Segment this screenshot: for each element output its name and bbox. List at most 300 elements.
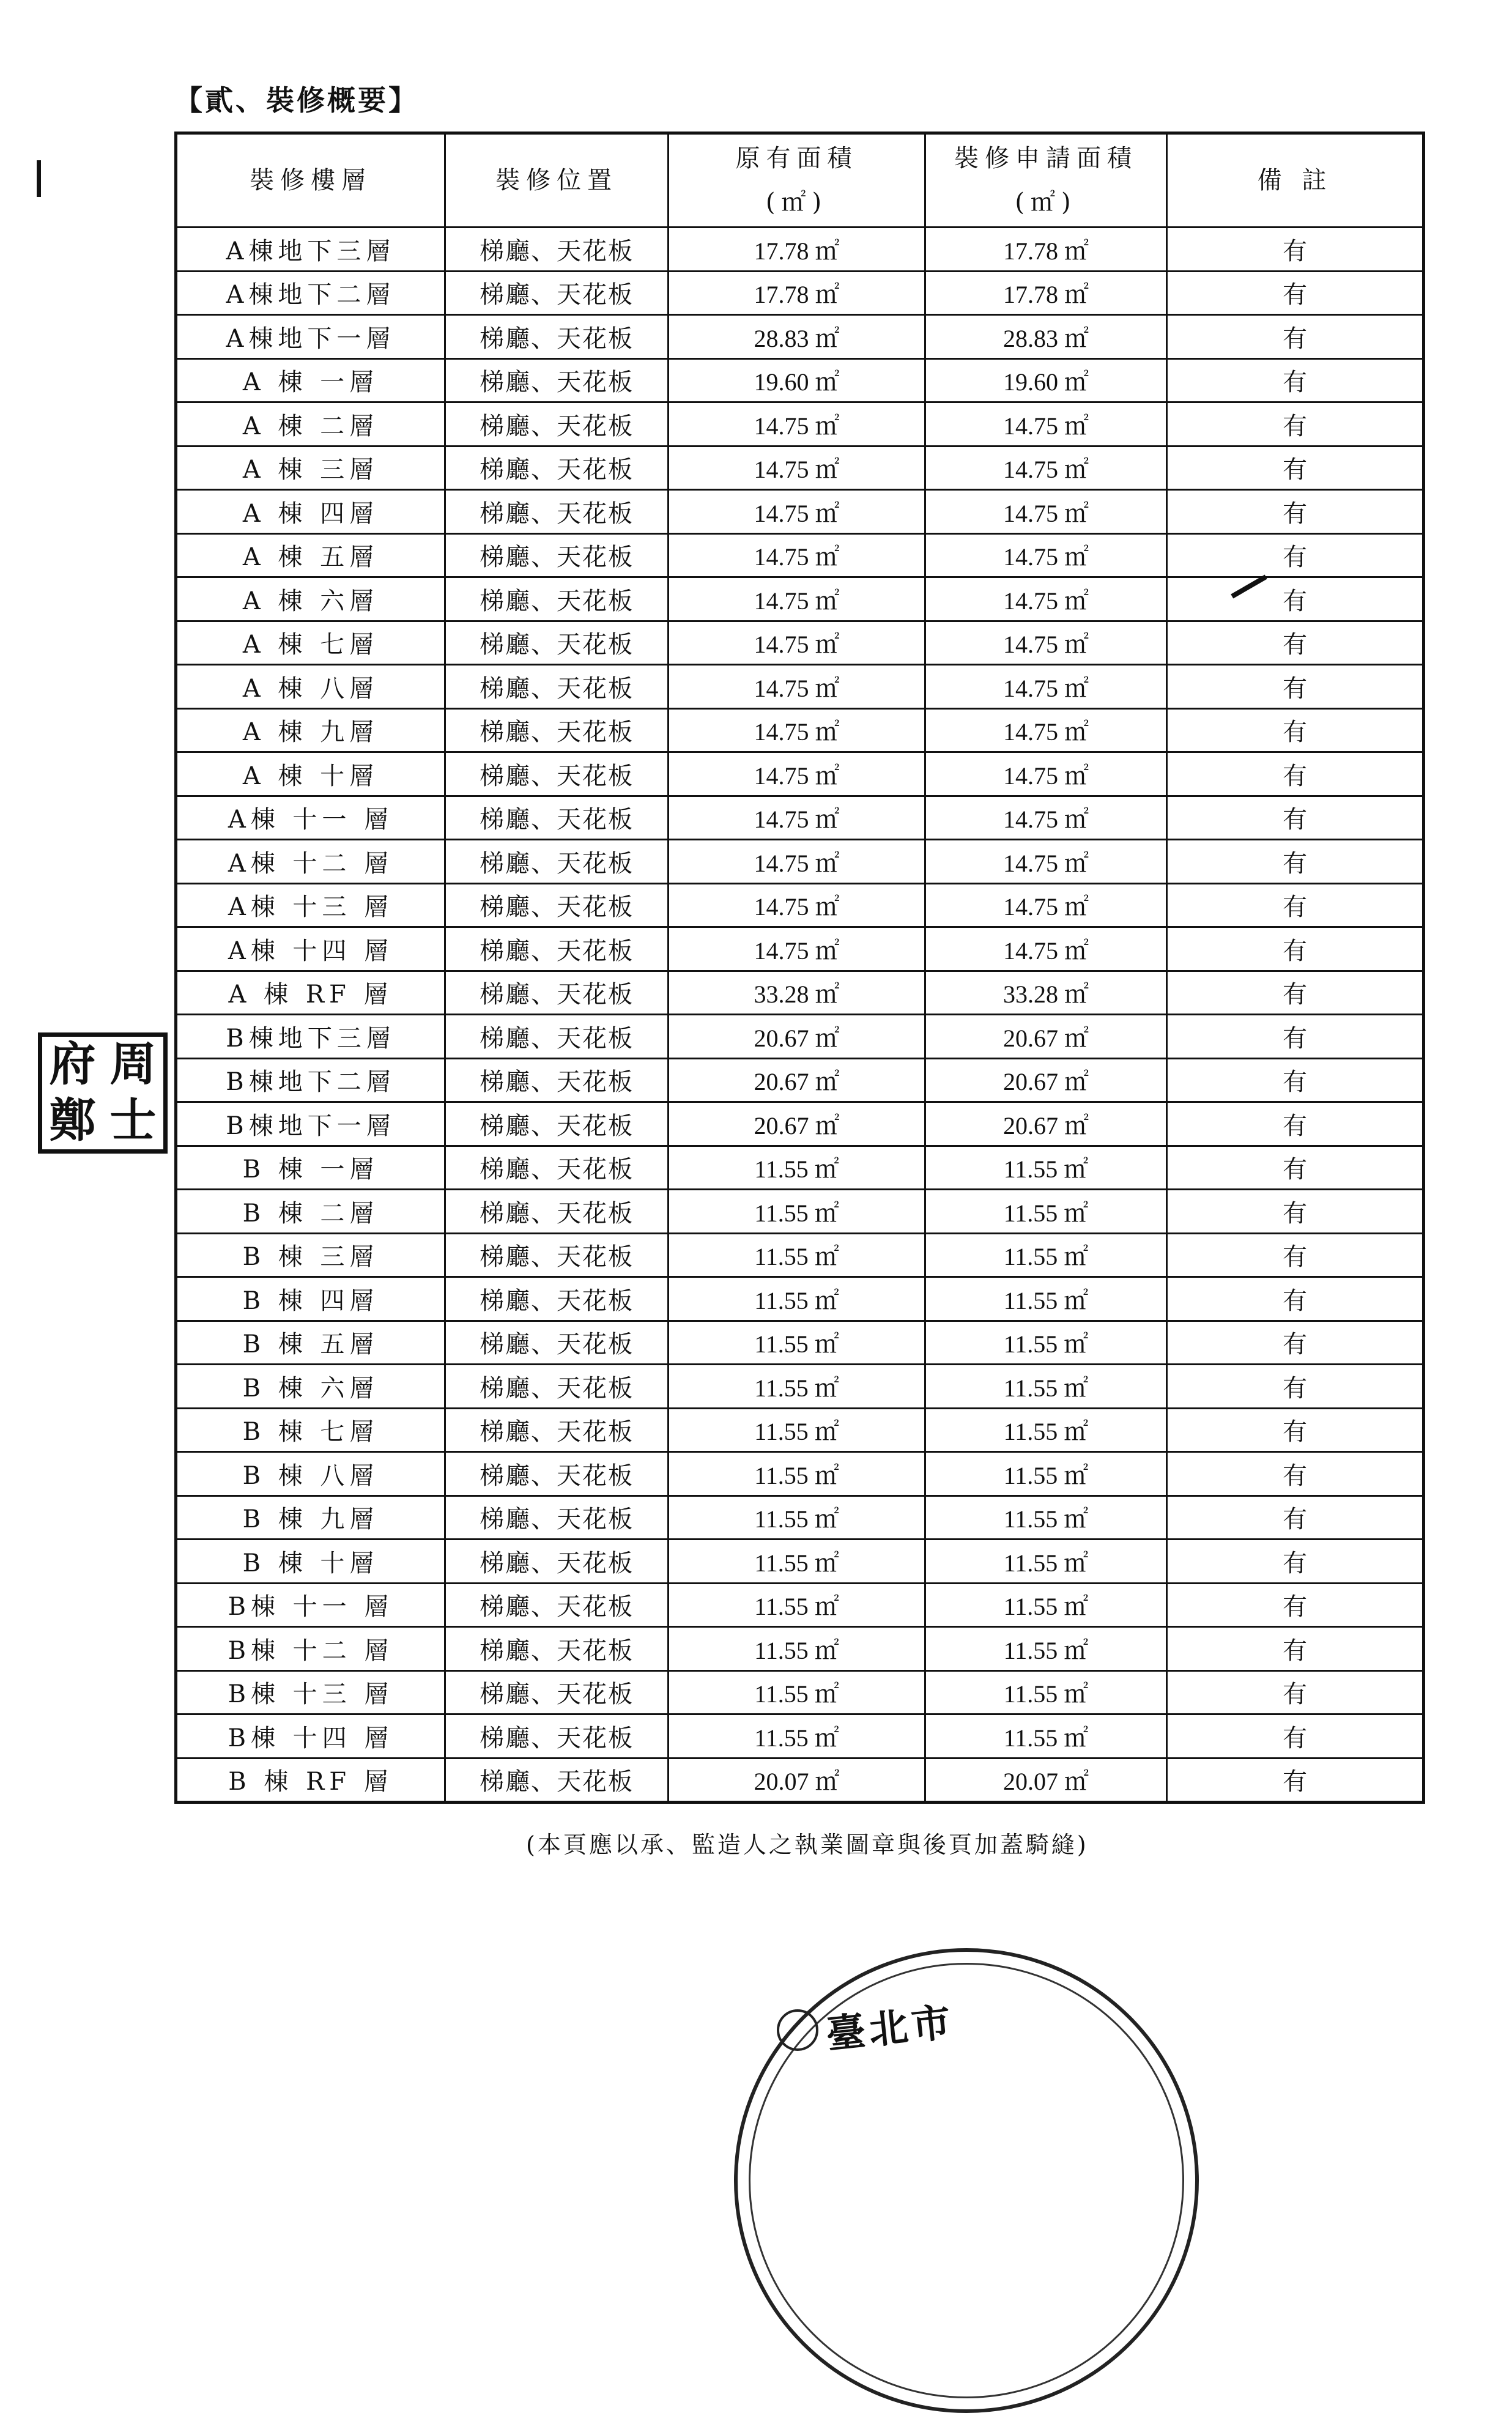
applied-area-value: 20.67 (1003, 1068, 1058, 1096)
area-unit: ㎡ (1064, 1461, 1089, 1489)
area-unit: ㎡ (1064, 324, 1089, 352)
table-row (176, 883, 1424, 927)
applied-area-value: 17.78 (1003, 237, 1058, 265)
applied-area-value: 11.55 (1003, 1593, 1058, 1621)
area-unit: ㎡ (814, 1330, 839, 1358)
area-unit: ㎡ (1064, 1680, 1089, 1708)
area-unit: ㎡ (1064, 1593, 1089, 1621)
floor-cell: A 棟 七層 (176, 621, 445, 665)
table-row (176, 1015, 1424, 1059)
remark-cell: 有 (1167, 708, 1424, 752)
original-area-value: 14.75 (754, 412, 809, 440)
floor-cell: A棟 十一 層 (176, 796, 445, 840)
original-area-cell (669, 1058, 925, 1102)
applied-area-value: 14.75 (1003, 499, 1058, 527)
renovation-summary-table (174, 132, 1425, 1804)
remark-cell: 有 (1167, 490, 1424, 534)
position-cell: 梯廳、天花板 (445, 490, 669, 534)
area-unit: ㎡ (815, 893, 840, 921)
table-row (176, 927, 1424, 971)
applied-area-cell (925, 490, 1167, 534)
table-row (176, 1146, 1424, 1190)
header-applied-area-label: 裝修申請面積 (954, 144, 1138, 172)
position-cell: 梯廳、天花板 (445, 840, 669, 884)
seal-char: 周 (109, 1037, 157, 1091)
area-unit: ㎡ (814, 1549, 839, 1577)
floor-cell: A棟地下二層 (176, 271, 445, 315)
original-area-cell (669, 1321, 925, 1365)
original-area-value: 11.55 (754, 1636, 809, 1664)
original-area-value: 14.75 (754, 762, 809, 790)
table-row (176, 796, 1424, 840)
floor-cell: A棟地下三層 (176, 228, 445, 272)
applied-area-value: 11.55 (1003, 1199, 1058, 1227)
remark-cell: 有 (1167, 1452, 1424, 1496)
original-area-value: 20.07 (754, 1768, 809, 1796)
original-area-value: 19.60 (754, 368, 809, 396)
original-area-value: 14.75 (754, 718, 809, 746)
floor-cell: B 棟 一層 (176, 1146, 445, 1190)
original-area-cell (669, 752, 925, 796)
applied-area-cell (925, 1058, 1167, 1102)
original-area-value: 11.55 (754, 1724, 809, 1752)
area-unit: ㎡ (814, 1243, 839, 1271)
position-cell: 梯廳、天花板 (445, 1452, 669, 1496)
remark-cell: 有 (1167, 840, 1424, 884)
area-unit: ㎡ (814, 1418, 839, 1446)
architect-seal (38, 1032, 168, 1154)
position-cell: 梯廳、天花板 (445, 1190, 669, 1234)
applied-area-value: 11.55 (1003, 1549, 1058, 1577)
table-row (176, 1452, 1424, 1496)
page-edge-mark (37, 160, 41, 197)
table-row (176, 1321, 1424, 1365)
applied-area-value: 20.67 (1003, 1111, 1058, 1140)
seal-char: 鄭 (49, 1093, 96, 1147)
original-area-cell (669, 1758, 925, 1803)
applied-area-value: 33.28 (1003, 980, 1058, 1009)
area-unit: ㎡ (815, 1111, 840, 1140)
applied-area-cell (925, 621, 1167, 665)
floor-cell: B 棟 十層 (176, 1540, 445, 1584)
table-row (176, 358, 1424, 402)
area-unit: ㎡ (1064, 718, 1089, 746)
floor-cell: B棟 十三 層 (176, 1670, 445, 1714)
floor-cell: B 棟 RF 層 (176, 1758, 445, 1803)
remark-cell: 有 (1167, 1365, 1424, 1409)
area-unit: ㎡ (815, 980, 840, 1009)
table-row (176, 1758, 1424, 1803)
applied-area-value: 14.75 (1003, 762, 1058, 790)
original-area-cell (669, 490, 925, 534)
original-area-value: 11.55 (754, 1461, 809, 1489)
original-area-value: 11.55 (754, 1418, 809, 1446)
applied-area-value: 28.83 (1003, 324, 1058, 352)
remark-cell: 有 (1167, 315, 1424, 359)
position-cell: 梯廳、天花板 (445, 315, 669, 359)
floor-cell: B 棟 六層 (176, 1365, 445, 1409)
applied-area-cell (925, 402, 1167, 447)
original-area-cell (669, 1452, 925, 1496)
original-area-cell (669, 840, 925, 884)
position-cell: 梯廳、天花板 (445, 1321, 669, 1365)
original-area-value: 14.75 (754, 806, 809, 834)
applied-area-cell (925, 1452, 1167, 1496)
position-cell: 梯廳、天花板 (445, 1714, 669, 1759)
table-row (176, 708, 1424, 752)
remark-cell: 有 (1167, 1627, 1424, 1671)
remark-cell: 有 (1167, 665, 1424, 709)
remark-cell: 有 (1167, 228, 1424, 272)
area-unit: ㎡ (815, 806, 840, 834)
position-cell: 梯廳、天花板 (445, 708, 669, 752)
applied-area-cell (925, 796, 1167, 840)
applied-area-value: 11.55 (1003, 1330, 1058, 1358)
area-unit: ㎡ (1064, 1505, 1089, 1533)
applied-area-value: 11.55 (1003, 1243, 1058, 1271)
floor-cell: B棟地下三層 (176, 1015, 445, 1059)
position-cell: 梯廳、天花板 (445, 971, 669, 1015)
area-unit: ㎡ (814, 1505, 839, 1533)
area-unit: ㎡ (1064, 543, 1089, 571)
original-area-cell (669, 533, 925, 577)
table-row (176, 271, 1424, 315)
original-area-value: 14.75 (754, 587, 809, 615)
header-floor: 裝修樓層 (176, 133, 445, 228)
header-original-area-label: 原有面積 (735, 144, 858, 172)
applied-area-value: 11.55 (1003, 1374, 1058, 1402)
header-applied-area-unit: (㎡) (1015, 188, 1077, 217)
original-area-value: 14.75 (754, 543, 809, 571)
position-cell: 梯廳、天花板 (445, 1540, 669, 1584)
table-row (176, 1540, 1424, 1584)
original-area-value: 11.55 (754, 1549, 809, 1577)
original-area-value: 11.55 (754, 1330, 809, 1358)
applied-area-cell (925, 1146, 1167, 1190)
area-unit: ㎡ (1064, 674, 1089, 702)
position-cell: 梯廳、天花板 (445, 271, 669, 315)
applied-area-cell (925, 1190, 1167, 1234)
applied-area-value: 11.55 (1003, 1636, 1058, 1664)
original-area-cell (669, 1496, 925, 1540)
floor-cell: A 棟 二層 (176, 402, 445, 447)
original-area-cell (669, 1277, 925, 1321)
applied-area-value: 11.55 (1003, 1418, 1058, 1446)
table-row (176, 1714, 1424, 1759)
original-area-cell (669, 621, 925, 665)
original-area-cell (669, 1190, 925, 1234)
floor-cell: B 棟 三層 (176, 1233, 445, 1277)
applied-area-cell (925, 315, 1167, 359)
stamp-text: 臺北市 (824, 1999, 957, 2058)
applied-area-value: 11.55 (1003, 1505, 1058, 1533)
remark-cell: 有 (1167, 271, 1424, 315)
area-unit: ㎡ (815, 237, 840, 265)
original-area-cell (669, 1146, 925, 1190)
original-area-cell (669, 1627, 925, 1671)
original-area-value: 11.55 (754, 1374, 809, 1402)
original-area-cell (669, 271, 925, 315)
table-row (176, 1102, 1424, 1146)
header-remarks: 備 註 (1167, 133, 1424, 228)
floor-cell: A 棟 九層 (176, 708, 445, 752)
remark-cell: 有 (1167, 927, 1424, 971)
applied-area-cell (925, 1321, 1167, 1365)
applied-area-cell (925, 1015, 1167, 1059)
position-cell: 梯廳、天花板 (445, 927, 669, 971)
floor-cell: A棟 十二 層 (176, 840, 445, 884)
floor-cell: B棟地下一層 (176, 1102, 445, 1146)
table-row (176, 490, 1424, 534)
area-unit: ㎡ (1064, 1418, 1089, 1446)
area-unit: ㎡ (1064, 893, 1089, 921)
applied-area-value: 17.78 (1003, 281, 1058, 309)
area-unit: ㎡ (1064, 587, 1089, 615)
applied-area-value: 20.67 (1003, 1024, 1058, 1052)
area-unit: ㎡ (1064, 762, 1089, 790)
applied-area-value: 11.55 (1003, 1724, 1058, 1752)
area-unit: ㎡ (1064, 1636, 1089, 1664)
applied-area-value: 11.55 (1003, 1680, 1058, 1708)
original-area-cell (669, 1540, 925, 1584)
original-area-value: 33.28 (754, 980, 809, 1009)
applied-area-value: 11.55 (1003, 1461, 1058, 1489)
floor-cell: A 棟 六層 (176, 577, 445, 621)
plum-blossom-icon (777, 2009, 818, 2051)
remark-cell: 有 (1167, 1540, 1424, 1584)
table-row (176, 1496, 1424, 1540)
floor-cell: A棟 十三 層 (176, 883, 445, 927)
original-area-cell (669, 1408, 925, 1452)
applied-area-value: 14.75 (1003, 456, 1058, 484)
table-row (176, 971, 1424, 1015)
area-unit: ㎡ (1064, 1068, 1089, 1096)
original-area-cell (669, 1670, 925, 1714)
original-area-value: 20.67 (754, 1068, 809, 1096)
area-unit: ㎡ (1064, 1111, 1089, 1140)
area-unit: ㎡ (815, 1068, 840, 1096)
original-area-value: 20.67 (754, 1111, 809, 1140)
remark-cell: 有 (1167, 1496, 1424, 1540)
original-area-value: 14.75 (754, 499, 809, 527)
floor-cell: B 棟 五層 (176, 1321, 445, 1365)
original-area-cell (669, 971, 925, 1015)
position-cell: 梯廳、天花板 (445, 1277, 669, 1321)
original-area-value: 14.75 (754, 631, 809, 659)
applied-area-cell (925, 446, 1167, 490)
area-unit: ㎡ (1064, 1374, 1089, 1402)
applied-area-value: 14.75 (1003, 674, 1058, 702)
area-unit: ㎡ (1064, 1155, 1089, 1184)
applied-area-cell (925, 1627, 1167, 1671)
remark-cell: 有 (1167, 1015, 1424, 1059)
applied-area-cell (925, 665, 1167, 709)
area-unit: ㎡ (1064, 1024, 1089, 1052)
area-unit: ㎡ (814, 1199, 839, 1227)
applied-area-value: 11.55 (1003, 1286, 1058, 1314)
table-row (176, 1583, 1424, 1627)
table-row (176, 1233, 1424, 1277)
original-area-cell (669, 796, 925, 840)
original-area-cell (669, 1365, 925, 1409)
original-area-value: 11.55 (754, 1505, 809, 1533)
applied-area-cell (925, 358, 1167, 402)
applied-area-cell (925, 1102, 1167, 1146)
original-area-value: 11.55 (754, 1199, 809, 1227)
header-original-area-unit: (㎡) (765, 188, 828, 217)
applied-area-value: 14.75 (1003, 587, 1058, 615)
original-area-cell (669, 577, 925, 621)
position-cell: 梯廳、天花板 (445, 577, 669, 621)
position-cell: 梯廳、天花板 (445, 446, 669, 490)
remark-cell: 有 (1167, 971, 1424, 1015)
area-unit: ㎡ (815, 412, 840, 440)
applied-area-cell (925, 1277, 1167, 1321)
original-area-value: 17.78 (754, 237, 809, 265)
original-area-value: 11.55 (754, 1593, 809, 1621)
area-unit: ㎡ (815, 849, 840, 877)
table-row (176, 402, 1424, 447)
floor-cell: A 棟 三層 (176, 446, 445, 490)
remark-cell: 有 (1167, 1321, 1424, 1365)
original-area-cell (669, 665, 925, 709)
remark-cell: 有 (1167, 1758, 1424, 1803)
table-row (176, 1670, 1424, 1714)
original-area-cell (669, 358, 925, 402)
table-row (176, 577, 1424, 621)
area-unit: ㎡ (815, 456, 840, 484)
applied-area-value: 14.75 (1003, 412, 1058, 440)
area-unit: ㎡ (815, 674, 840, 702)
area-unit: ㎡ (1064, 1286, 1089, 1314)
header-original-area (669, 133, 925, 228)
area-unit: ㎡ (815, 368, 840, 396)
position-cell: 梯廳、天花板 (445, 533, 669, 577)
table-row (176, 446, 1424, 490)
floor-cell: A 棟 五層 (176, 533, 445, 577)
floor-cell: A 棟 十層 (176, 752, 445, 796)
position-cell: 梯廳、天花板 (445, 752, 669, 796)
original-area-cell (669, 1233, 925, 1277)
remark-cell: 有 (1167, 1408, 1424, 1452)
applied-area-cell (925, 752, 1167, 796)
applied-area-value: 14.75 (1003, 718, 1058, 746)
area-unit: ㎡ (1064, 456, 1089, 484)
position-cell: 梯廳、天花板 (445, 1146, 669, 1190)
floor-cell: A 棟 RF 層 (176, 971, 445, 1015)
section-title: 【貳、裝修概要】 (174, 84, 419, 117)
applied-area-cell (925, 1365, 1167, 1409)
applied-area-value: 14.75 (1003, 849, 1058, 877)
original-area-cell (669, 1015, 925, 1059)
applied-area-cell (925, 1408, 1167, 1452)
original-area-value: 14.75 (754, 936, 809, 965)
area-unit: ㎡ (814, 1724, 839, 1752)
table-row (176, 752, 1424, 796)
remark-cell: 有 (1167, 752, 1424, 796)
position-cell: 梯廳、天花板 (445, 1627, 669, 1671)
table-row (176, 533, 1424, 577)
original-area-value: 20.67 (754, 1024, 809, 1052)
position-cell: 梯廳、天花板 (445, 1058, 669, 1102)
applied-area-cell (925, 927, 1167, 971)
applied-area-value: 14.75 (1003, 631, 1058, 659)
applied-area-value: 20.07 (1003, 1768, 1058, 1796)
applied-area-cell (925, 1758, 1167, 1803)
position-cell: 梯廳、天花板 (445, 402, 669, 447)
original-area-cell (669, 927, 925, 971)
remark-cell: 有 (1167, 402, 1424, 447)
original-area-value: 14.75 (754, 456, 809, 484)
area-unit: ㎡ (815, 936, 840, 965)
floor-cell: B 棟 四層 (176, 1277, 445, 1321)
floor-cell: A棟地下一層 (176, 315, 445, 359)
applied-area-value: 11.55 (1003, 1155, 1058, 1184)
applied-area-cell (925, 883, 1167, 927)
table-row (176, 1627, 1424, 1671)
original-area-value: 28.83 (754, 324, 809, 352)
applied-area-cell (925, 577, 1167, 621)
table-row (176, 840, 1424, 884)
original-area-value: 14.75 (754, 674, 809, 702)
remark-cell: 有 (1167, 533, 1424, 577)
table-row (176, 1277, 1424, 1321)
area-unit: ㎡ (815, 543, 840, 571)
position-cell: 梯廳、天花板 (445, 1102, 669, 1146)
remark-cell: 有 (1167, 446, 1424, 490)
remark-cell: 有 (1167, 1146, 1424, 1190)
area-unit: ㎡ (1064, 631, 1089, 659)
original-area-cell (669, 228, 925, 272)
floor-cell: A 棟 四層 (176, 490, 445, 534)
area-unit: ㎡ (815, 762, 840, 790)
table-row (176, 228, 1424, 272)
position-cell: 梯廳、天花板 (445, 1758, 669, 1803)
position-cell: 梯廳、天花板 (445, 1015, 669, 1059)
remark-cell: 有 (1167, 1058, 1424, 1102)
area-unit: ㎡ (1064, 980, 1089, 1009)
area-unit: ㎡ (815, 631, 840, 659)
original-area-cell (669, 708, 925, 752)
applied-area-cell (925, 840, 1167, 884)
seal-char: 士 (109, 1093, 157, 1147)
remark-cell: 有 (1167, 883, 1424, 927)
area-unit: ㎡ (1064, 1549, 1089, 1577)
remark-cell: 有 (1167, 1670, 1424, 1714)
applied-area-cell (925, 228, 1167, 272)
position-cell: 梯廳、天花板 (445, 1365, 669, 1409)
original-area-value: 11.55 (754, 1243, 809, 1271)
floor-cell: B 棟 二層 (176, 1190, 445, 1234)
area-unit: ㎡ (814, 1461, 839, 1489)
table-row (176, 1365, 1424, 1409)
area-unit: ㎡ (1064, 1243, 1089, 1271)
position-cell: 梯廳、天花板 (445, 883, 669, 927)
applied-area-value: 14.75 (1003, 936, 1058, 965)
area-unit: ㎡ (814, 1155, 839, 1184)
table-header-row (176, 133, 1424, 228)
position-cell: 梯廳、天花板 (445, 665, 669, 709)
remark-cell: 有 (1167, 1102, 1424, 1146)
table-row (176, 1408, 1424, 1452)
floor-cell: B 棟 七層 (176, 1408, 445, 1452)
area-unit: ㎡ (814, 1593, 839, 1621)
remark-cell: 有 (1167, 1233, 1424, 1277)
floor-cell: A 棟 一層 (176, 358, 445, 402)
applied-area-cell (925, 971, 1167, 1015)
floor-cell: B棟地下二層 (176, 1058, 445, 1102)
position-cell: 梯廳、天花板 (445, 1408, 669, 1452)
